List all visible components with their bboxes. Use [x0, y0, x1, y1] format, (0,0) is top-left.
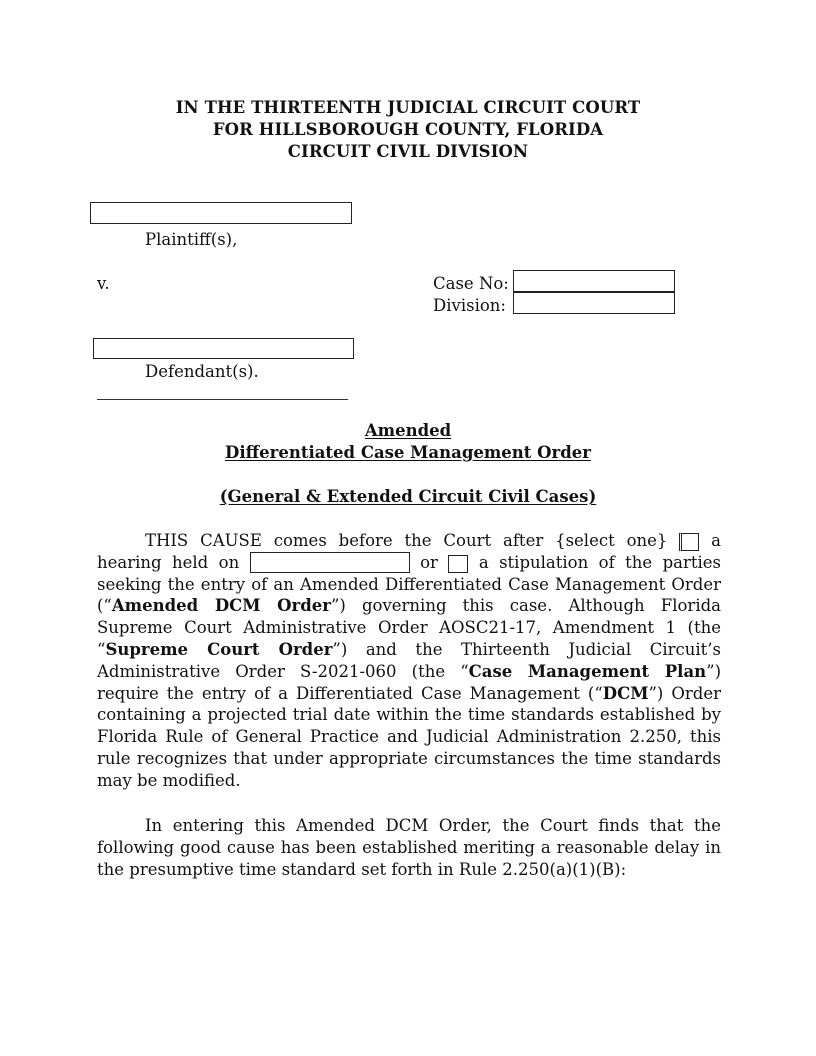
- case-number-label: Case No:: [433, 274, 509, 293]
- order-title: [0, 420, 816, 508]
- court-header: [0, 97, 816, 163]
- recital-text-1: THIS CAUSE comes before the Court after {select one}: [145, 531, 668, 550]
- hearing-checkbox[interactable]: [679, 533, 699, 551]
- hearing-date-field[interactable]: [250, 552, 410, 573]
- stipulation-checkbox[interactable]: [448, 555, 468, 573]
- court-header-line-3: CIRCUIT CIVIL DIVISION: [287, 142, 529, 161]
- order-title-line-2: Differentiated Case Management Order: [225, 443, 591, 462]
- case-number-field[interactable]: [513, 270, 675, 292]
- recital-text-8: ”) Order containing a projected trial date within the time standards established by Florida Rule of General Practice and Judicial Administration 2.250, this rule recognizes that under appropriate circumstances the time standards may be modified.: [97, 683, 722, 790]
- recital-text-7: ”) require the entry of a Differentiated Case Management (“: [97, 661, 722, 703]
- recital-text-5: ”) governing this case. Although Florida Supreme Court Administrative Order AOSC21-17, Amendment 1 (the “: [97, 596, 721, 659]
- defined-term-case-management-plan: Case Management Plan: [468, 661, 707, 681]
- good-cause-text: In entering this Amended DCM Order, the Court finds that the following good cause has been established meriting a reasonable delay in the presumptive time standard set forth in Rule 2.250(a)(1)(B):: [97, 816, 721, 879]
- recital-paragraph: [97, 530, 721, 792]
- recital-text-2: a hearing held on: [97, 531, 722, 572]
- defined-term-amended-dcm-order: Amended DCM Order: [111, 596, 331, 616]
- recital-text-4: a stipulation of the parties seeking the entry of an Amended Differentiated Case Management Order (“: [97, 552, 722, 616]
- order-subtitle: (General & Extended Circuit Civil Cases): [219, 487, 597, 506]
- defendant-label: Defendant(s).: [145, 362, 259, 381]
- good-cause-paragraph: [97, 815, 721, 880]
- caption-divider-line: [97, 399, 348, 400]
- defined-term-dcm: DCM: [602, 683, 649, 703]
- court-header-line-2: FOR HILLSBOROUGH COUNTY, FLORIDA: [212, 120, 604, 139]
- recital-text-6: ”) and the Thirteenth Judicial Circuit’s Administrative Order S-2021-060 (the “: [97, 639, 721, 681]
- division-field[interactable]: [513, 292, 675, 314]
- plaintiff-name-field[interactable]: [90, 202, 352, 224]
- recital-text-3: or: [420, 552, 438, 572]
- order-title-line-1: Amended: [364, 421, 452, 440]
- defendant-name-field[interactable]: [93, 338, 354, 359]
- plaintiff-label: Plaintiff(s),: [145, 230, 238, 249]
- defined-term-supreme-court-order: Supreme Court Order: [105, 639, 333, 659]
- division-label: Division:: [433, 296, 506, 315]
- court-header-line-1: IN THE THIRTEENTH JUDICIAL CIRCUIT COURT: [175, 98, 641, 117]
- versus-label: v.: [97, 274, 110, 293]
